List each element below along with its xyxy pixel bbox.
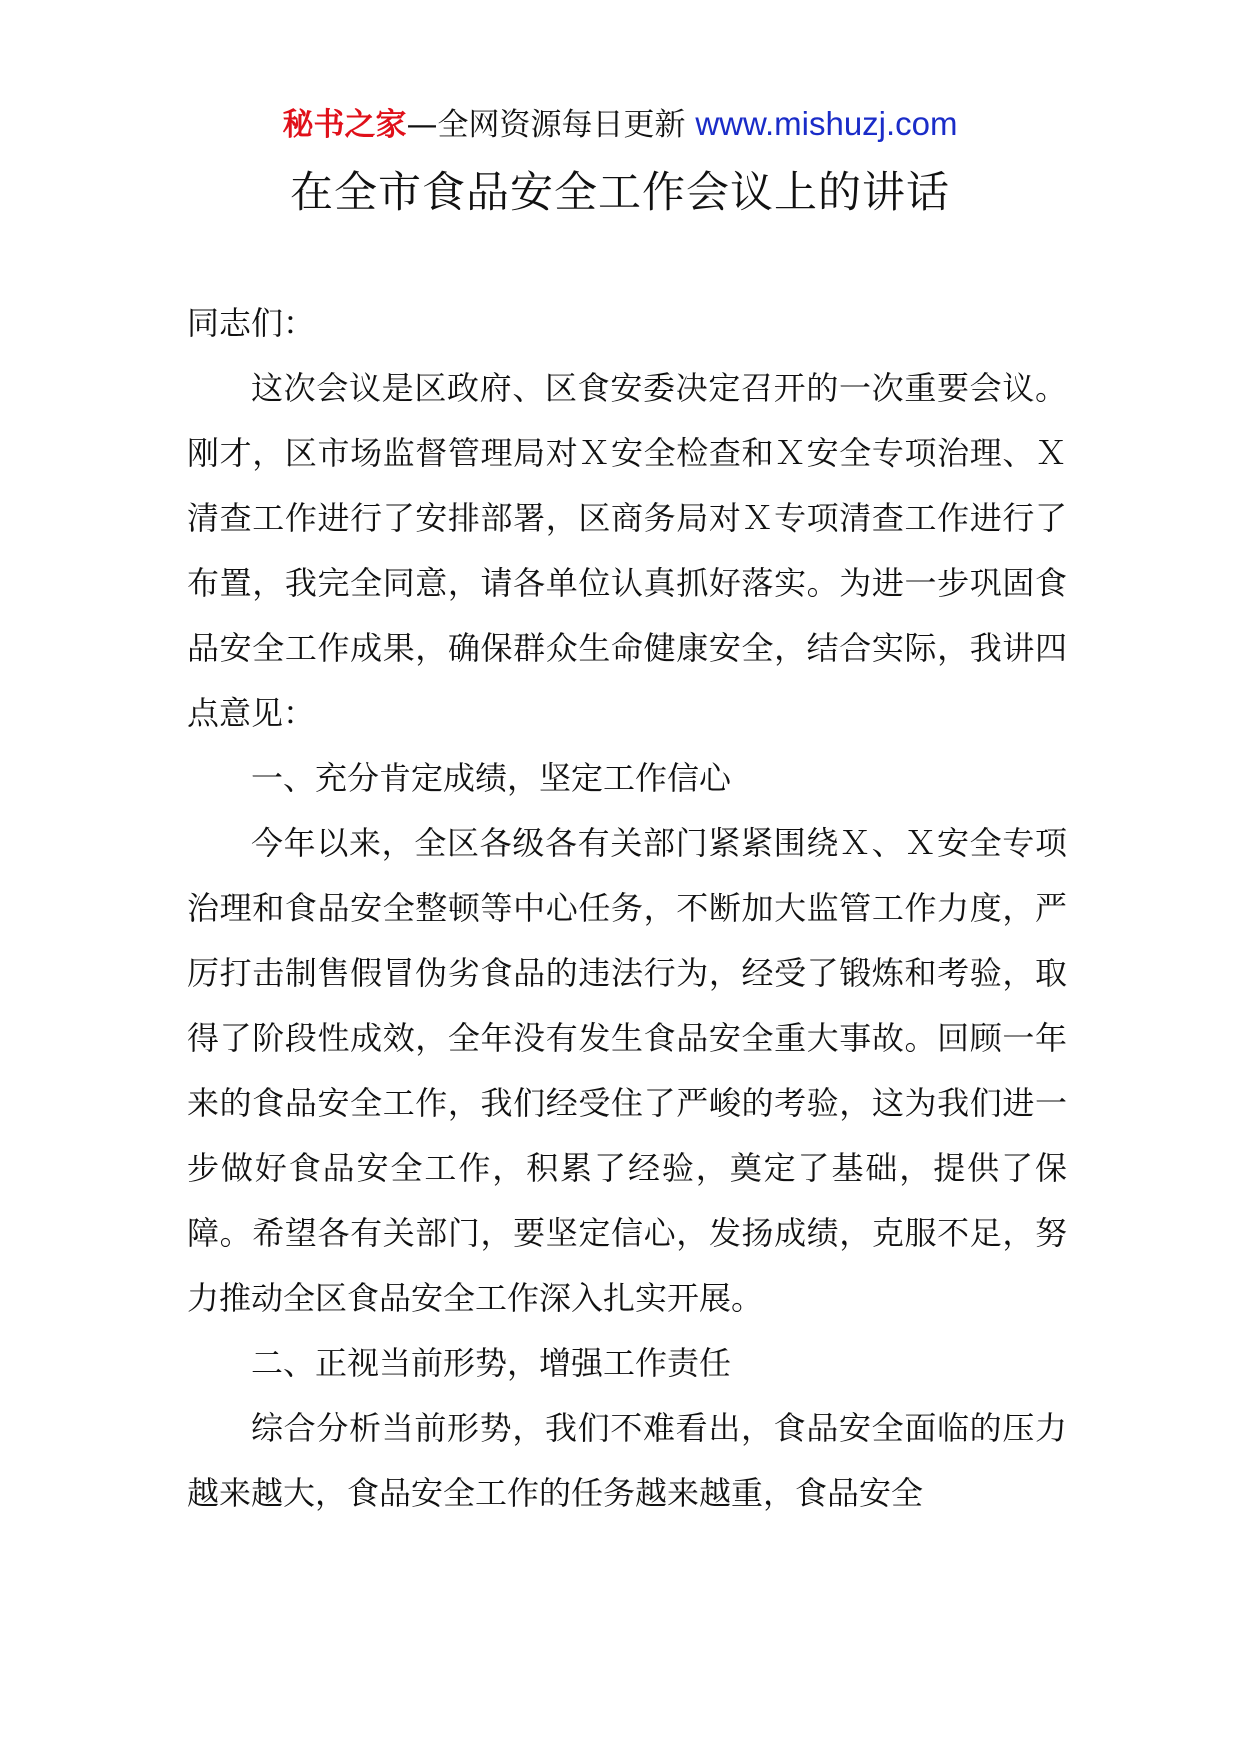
paragraph-section-2: 综合分析当前形势，我们不难看出，食品安全面临的压力越来越大，食品安全工作的任务越来越重，食品安全 (187, 1409, 1067, 1512)
section-heading-2: 二、正视当前形势，增强工作责任 (251, 1344, 732, 1382)
section-heading-1: 一、充分肯定成绩，坚定工作信心 (251, 759, 732, 797)
document-body (187, 291, 1067, 1526)
paragraph-intro: 这次会议是区政府、区食安委决定召开的一次重要会议。刚才，区市场监督管理局对Ｘ安全检查和Ｘ安全专项治理、Ｘ清查工作进行了安排部署，区商务局对Ｘ专项清查工作进行了布置，我完全同意，请各单位认真抓好落实。为进一步巩固食品安全工作成果，确保群众生命健康安全，结合实际，我讲四点意见： (187, 369, 1067, 732)
paragraph-section-1: 今年以来，全区各级各有关部门紧紧围绕Ｘ、Ｘ安全专项治理和食品安全整顿等中心任务，不断加大监管工作力度，严厉打击制售假冒伪劣食品的违法行为，经受了锻炼和考验，取得了阶段性成效，全年没有发生食品安全重大事故。回顾一年来的食品安全工作，我们经受住了严峻的考验，这为我们进一步做好食品安全工作，积累了经验，奠定了基础，提供了保障。希望各有关部门，要坚定信心，发扬成绩，克服不足，努力推动全区食品安全工作深入扎实开展。 (187, 824, 1067, 1317)
site-url-link[interactable]: www.mishuzj.com (695, 105, 958, 142)
document-title: 在全市食品安全工作会议上的讲话 (290, 168, 950, 218)
salutation: 同志们： (187, 304, 316, 342)
site-header (0, 104, 1240, 145)
site-brand: 秘书之家 (282, 107, 407, 143)
site-slogan: —全网资源每日更新 (406, 107, 696, 143)
